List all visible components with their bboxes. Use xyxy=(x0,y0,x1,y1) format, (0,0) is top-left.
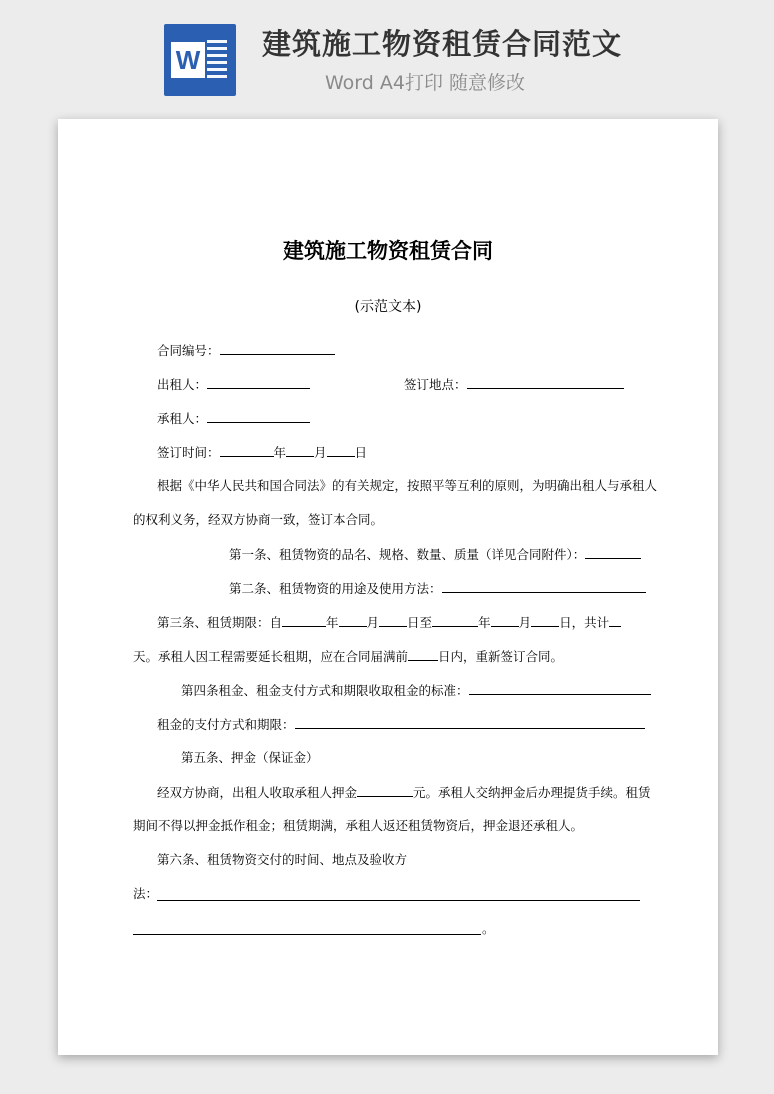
contract-no-line xyxy=(157,341,335,359)
article3-line2-a: 天。承租人因工程需要延长租期，应在合同届满前 xyxy=(133,649,409,664)
contract-no-blank[interactable] xyxy=(220,341,335,355)
contract-no-label: 合同编号： xyxy=(157,343,220,358)
sign-place-label: 签订地点： xyxy=(404,377,467,392)
word-document-icon xyxy=(164,24,236,96)
article5-p1-a: 经双方协商，出租人收取承租人押金 xyxy=(157,785,358,800)
lessee-line xyxy=(157,409,310,427)
start-day-blank[interactable] xyxy=(379,613,407,627)
banner-subtitle: Word A4打印 随意修改 xyxy=(325,72,526,94)
article5-p1-b: 元。承租人交纳押金后办理提货手续。租赁 xyxy=(413,785,651,800)
article5-line2: 期间不得以押金抵作租金；租赁期满，承租人返还租赁物资后，押金退还承租人。 xyxy=(133,818,584,833)
article3-line2-b: 日内，重新签订合同。 xyxy=(438,649,564,664)
article4-line2 xyxy=(157,715,645,733)
rent-standard-blank[interactable] xyxy=(469,681,651,695)
sign-day-blank[interactable] xyxy=(327,443,355,457)
article6-line2 xyxy=(133,885,158,902)
article3-prefix: 第三条、租赁期限：自 xyxy=(157,615,283,630)
article6-blank-1[interactable] xyxy=(157,900,640,901)
word-letter: W xyxy=(171,42,205,78)
document-page xyxy=(58,119,718,1055)
article1-blank[interactable] xyxy=(585,545,641,559)
sign-month-blank[interactable] xyxy=(286,443,314,457)
article3-total: 日，共计 xyxy=(559,615,610,630)
para1-line2: 的权利义务，经双方协商一致，签订本合同。 xyxy=(133,512,384,527)
para1-line1: 根据《中华人民共和国合同法》的有关规定，按照平等互利的原则，为明确出租人与承租人 xyxy=(157,478,658,493)
article3-line2 xyxy=(133,647,563,665)
article6-blank-2[interactable] xyxy=(133,934,481,935)
month-label: 月 xyxy=(314,445,327,460)
article3-to: 日至 xyxy=(407,615,433,630)
article4-text: 第四条租金、租金支付方式和期限收取租金的标准： xyxy=(181,683,469,698)
start-month-blank[interactable] xyxy=(339,613,367,627)
article2-blank[interactable] xyxy=(442,579,646,593)
end-day-blank[interactable] xyxy=(531,613,559,627)
end-month-blank[interactable] xyxy=(491,613,519,627)
article3-line1 xyxy=(157,613,621,631)
banner xyxy=(0,0,774,115)
end-mark: 。 xyxy=(482,921,495,936)
article4-line xyxy=(181,681,651,699)
end-month-label: 月 xyxy=(518,615,532,630)
sign-time-line xyxy=(157,443,367,461)
deposit-amount-blank[interactable] xyxy=(357,783,413,797)
sign-place-line xyxy=(404,375,624,393)
lessee-blank[interactable] xyxy=(207,409,310,423)
article6-heading: 第六条、租赁物资交付的时间、地点及验收方 xyxy=(157,852,408,867)
lessor-line xyxy=(157,375,310,393)
payment-label: 租金的支付方式和期限： xyxy=(157,717,295,732)
sign-time-label: 签订时间： xyxy=(157,445,220,460)
document-subtitle: (示范文本) xyxy=(354,299,422,315)
total-days-blank[interactable] xyxy=(609,613,621,627)
start-year-blank[interactable] xyxy=(282,613,326,627)
sign-place-blank[interactable] xyxy=(467,375,624,389)
article5-line1 xyxy=(157,783,651,801)
year-label: 年 xyxy=(273,445,287,460)
start-month-label: 月 xyxy=(366,615,380,630)
sign-year-blank[interactable] xyxy=(220,443,274,457)
start-year-label: 年 xyxy=(326,615,339,630)
lessor-label: 出租人： xyxy=(157,377,208,392)
article2-text: 第二条、租赁物资的用途及使用方法： xyxy=(229,581,442,596)
article5-heading: 第五条、押金（保证金） xyxy=(181,750,319,765)
article1-text: 第一条、租赁物资的品名、规格、数量、质量（详见合同附件）： xyxy=(229,547,586,562)
banner-title: 建筑施工物资租赁合同范文 xyxy=(262,27,623,61)
article2-line xyxy=(229,579,646,597)
lessor-blank[interactable] xyxy=(207,375,310,389)
end-year-blank[interactable] xyxy=(432,613,478,627)
payment-blank[interactable] xyxy=(295,715,645,729)
article1-line xyxy=(229,545,641,563)
day-label: 日 xyxy=(354,445,368,460)
article6-label: 法： xyxy=(133,886,159,901)
document-title: 建筑施工物资租赁合同 xyxy=(283,239,493,263)
lessee-label: 承租人： xyxy=(157,411,208,426)
renew-days-blank[interactable] xyxy=(408,647,438,661)
end-year-label: 年 xyxy=(478,615,491,630)
